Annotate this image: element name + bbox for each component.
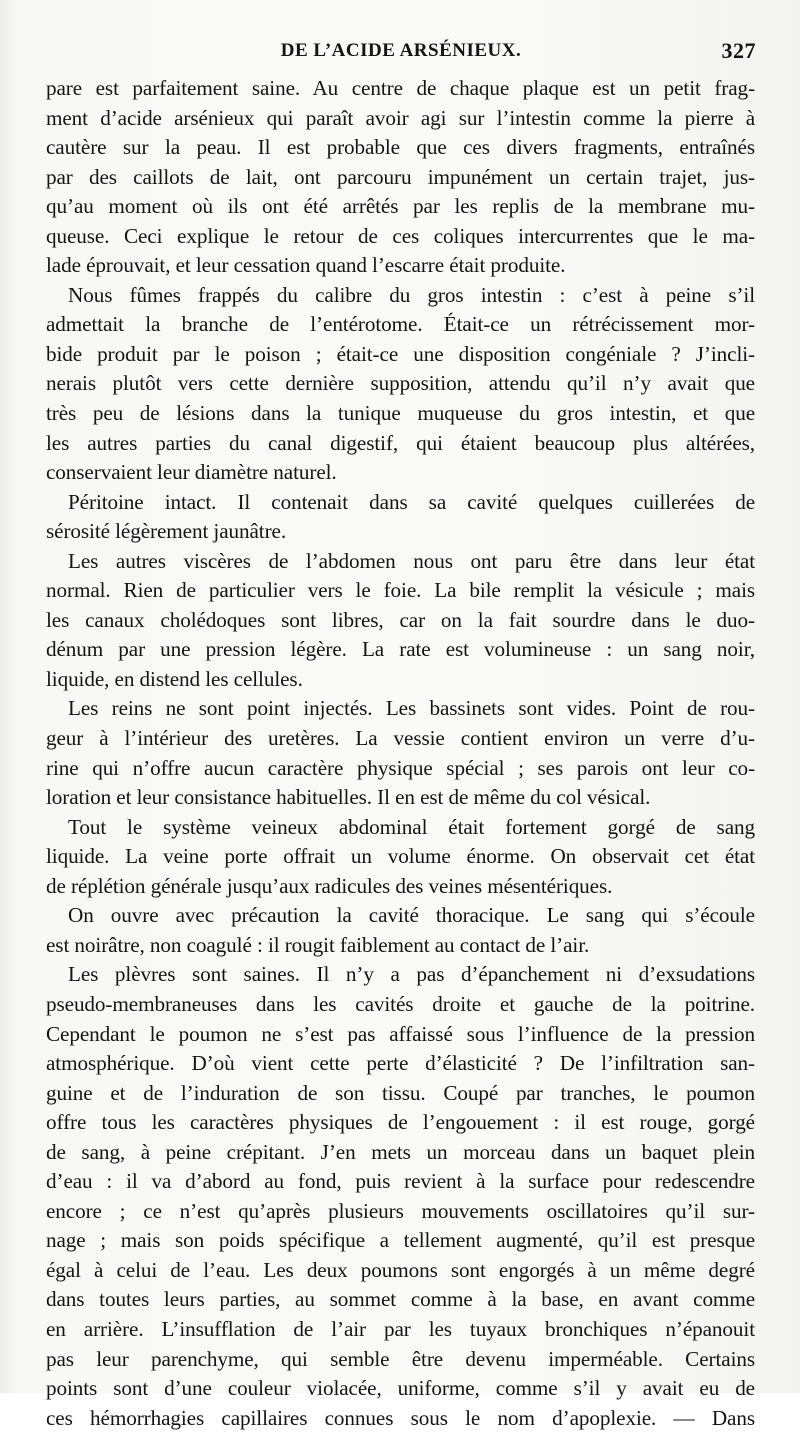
text-line: Tout le système veineux abdominal était fortement gorgé de sang	[68, 814, 755, 839]
text-line: rine qui n’offre aucun caractère physique spécial ; ses parois ont leur co-	[46, 755, 755, 780]
text-line: dénum par une pression légère. La rate est volumineuse : un sang noir,	[46, 637, 755, 662]
text-line: pare est parfaitement saine. Au centre de chaque plaque est un petit frag-	[46, 76, 755, 100]
text-line: Les autres viscères de l’abdomen nous ont paru être dans leur état	[68, 548, 755, 573]
text-line: les autres parties du canal digestif, qui étaient beaucoup plus altérées,	[46, 430, 755, 455]
text-line: liquide. La veine porte offrait un volume énorme. On observait cet état	[46, 844, 755, 869]
text-line: Les reins ne sont point injectés. Les bassinets sont vides. Point de rou-	[68, 696, 755, 721]
text-line: égal à celui de l’eau. Les deux poumons sont engorgés à un même degré	[46, 1257, 755, 1282]
text-line: de réplétion générale jusqu’aux radicules des veines mésentériques.	[46, 873, 613, 898]
text-line: queuse. Ceci explique le retour de ces coliques intercurrentes que le ma-	[46, 223, 755, 248]
text-line: liquide, en distend les cellules.	[46, 666, 303, 691]
text-line: nage ; mais son poids spécifique a tellement augmenté, qu’il est presque	[46, 1228, 755, 1253]
text-line: normal. Rien de particulier vers le foie. La bile remplit la vésicule ; mais	[46, 578, 755, 603]
text-line: est noirâtre, non coagulé : il rougit faiblement au contact de l’air.	[46, 932, 590, 957]
running-title: DE L’ACIDE ARSÉNIEUX.	[280, 40, 522, 61]
text-line: en arrière. L’insufflation de l’air par les tuyaux bronchiques n’épanouit	[46, 1316, 755, 1341]
text-line: ment d’acide arsénieux qui paraît avoir agi sur l’intestin comme la pierre à	[46, 105, 755, 130]
text-line: Les plèvres sont saines. Il n’y a pas d’épanchement ni d’exsudations	[68, 962, 755, 987]
text-line: Cependant le poumon ne s’est pas affaissé sous l’influence de la pression	[46, 1021, 755, 1046]
text-line: ces hémorrhagies capillaires connues sous le nom d’apoplexie. — Dans	[46, 1405, 755, 1430]
text-line: conservaient leur diamètre naturel.	[46, 460, 337, 485]
text-line: points sont d’une couleur violacée, uniforme, comme s’il y avait eu de	[46, 1376, 755, 1401]
text-line: très peu de lésions dans la tunique muqueuse du gros intestin, et que	[46, 401, 755, 426]
text-line: loration et leur consistance habituelles. Il en est de même du col vésical.	[46, 785, 651, 810]
text-line: bide produit par le poison ; était-ce une disposition congéniale ? J’incli-	[46, 341, 755, 366]
text-line: qu’au moment où ils ont été arrêtés par les replis de la membrane mu-	[46, 194, 755, 219]
text-line: cautère sur la peau. Il est probable que ces divers fragments, entraînés	[46, 135, 755, 160]
text-line: encore ; ce n’est qu’après plusieurs mouvements oscillatoires qu’il sur-	[46, 1198, 755, 1223]
text-line: Péritoine intact. Il contenait dans sa cavité quelques cuillerées de	[68, 489, 755, 514]
text-line: pseudo-membraneuses dans les cavités droite et gauche de la poitrine.	[46, 991, 755, 1016]
body-text	[46, 74, 755, 1433]
text-line: atmosphérique. D’où vient cette perte d’élasticité ? De l’infiltration san-	[46, 1051, 755, 1076]
text-line: offre tous les caractères physiques de l’engouement : il est rouge, gorgé	[46, 1110, 755, 1135]
page-number: 327	[721, 38, 756, 63]
text-line: de sang, à peine crépitant. J’en mets un morceau dans un baquet plein	[46, 1139, 755, 1164]
text-line: par des caillots de lait, ont parcouru impunément un certain trajet, jus-	[46, 164, 755, 189]
text-line: pas leur parenchyme, qui semble être devenu imperméable. Certains	[46, 1346, 755, 1371]
text-line: geur à l’intérieur des uretères. La vessie contient environ un verre d’u-	[46, 726, 755, 751]
text-line: lade éprouvait, et leur cessation quand l’escarre était produite.	[46, 253, 566, 278]
text-line: admettait la branche de l’entérotome. Était-ce un rétrécissement mor-	[46, 312, 755, 337]
text-line: nerais plutôt vers cette dernière supposition, attendu qu’il n’y avait que	[46, 371, 755, 396]
text-line: On ouvre avec précaution la cavité thoracique. Le sang qui s’écoule	[68, 903, 755, 928]
text-line: guine et de l’induration de son tissu. Coupé par tranches, le poumon	[46, 1080, 755, 1105]
text-line: dans toutes leurs parties, au sommet comme à la base, en avant comme	[46, 1287, 755, 1312]
text-line: les canaux cholédoques sont libres, car on la fait sourdre dans le duo-	[46, 607, 755, 632]
text-line: Nous fûmes frappés du calibre du gros intestin : c’est à peine s’il	[68, 282, 755, 307]
page-header	[46, 40, 756, 66]
text-line: d’eau : il va d’abord au fond, puis revient à la surface pour redescendre	[46, 1169, 755, 1194]
text-line: sérosité légèrement jaunâtre.	[46, 519, 287, 544]
